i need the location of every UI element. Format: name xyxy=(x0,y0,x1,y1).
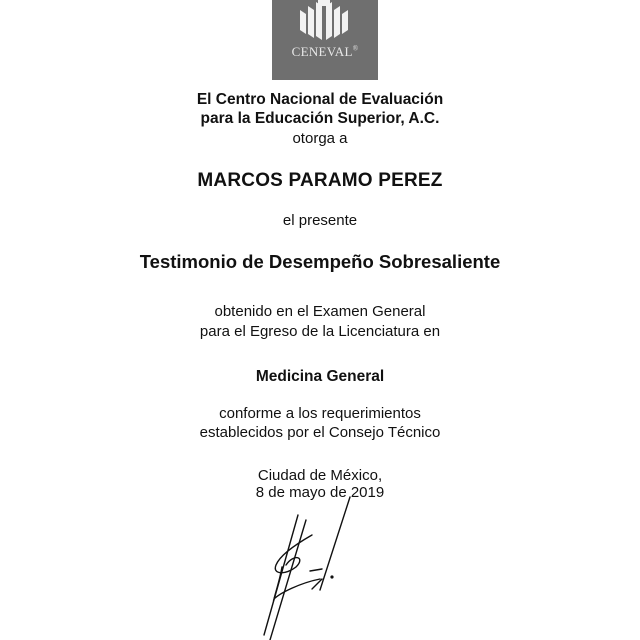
exam-line-1: obtenido en el Examen General xyxy=(214,303,426,320)
award-title: Testimonio de Desempeño Sobresaliente xyxy=(139,251,501,272)
conformity-line-2: establecidos por el Consejo Técnico xyxy=(199,424,441,441)
place-text: Ciudad de México, xyxy=(257,467,383,484)
conformity-line-1: conforme a los requerimientos xyxy=(219,405,421,422)
el-presente-text: el presente xyxy=(282,212,358,229)
recipient-name: MARCOS PARAMO PEREZ xyxy=(197,170,443,191)
ceneval-emblem-icon xyxy=(272,0,378,44)
career-name: Medicina General xyxy=(255,368,385,385)
ceneval-logo xyxy=(272,0,378,80)
exam-line-2: para el Egreso de la Licenciatura en xyxy=(199,323,441,340)
grants-to-text: otorga a xyxy=(292,130,348,147)
date-text: 8 de mayo de 2019 xyxy=(255,484,385,501)
signature-icon xyxy=(250,495,370,640)
institution-name-line2: para la Educación Superior, A.C. xyxy=(200,110,440,127)
institution-name-line1: El Centro Nacional de Evaluación xyxy=(196,91,444,108)
logo-text: CENEVAL® xyxy=(291,44,359,59)
